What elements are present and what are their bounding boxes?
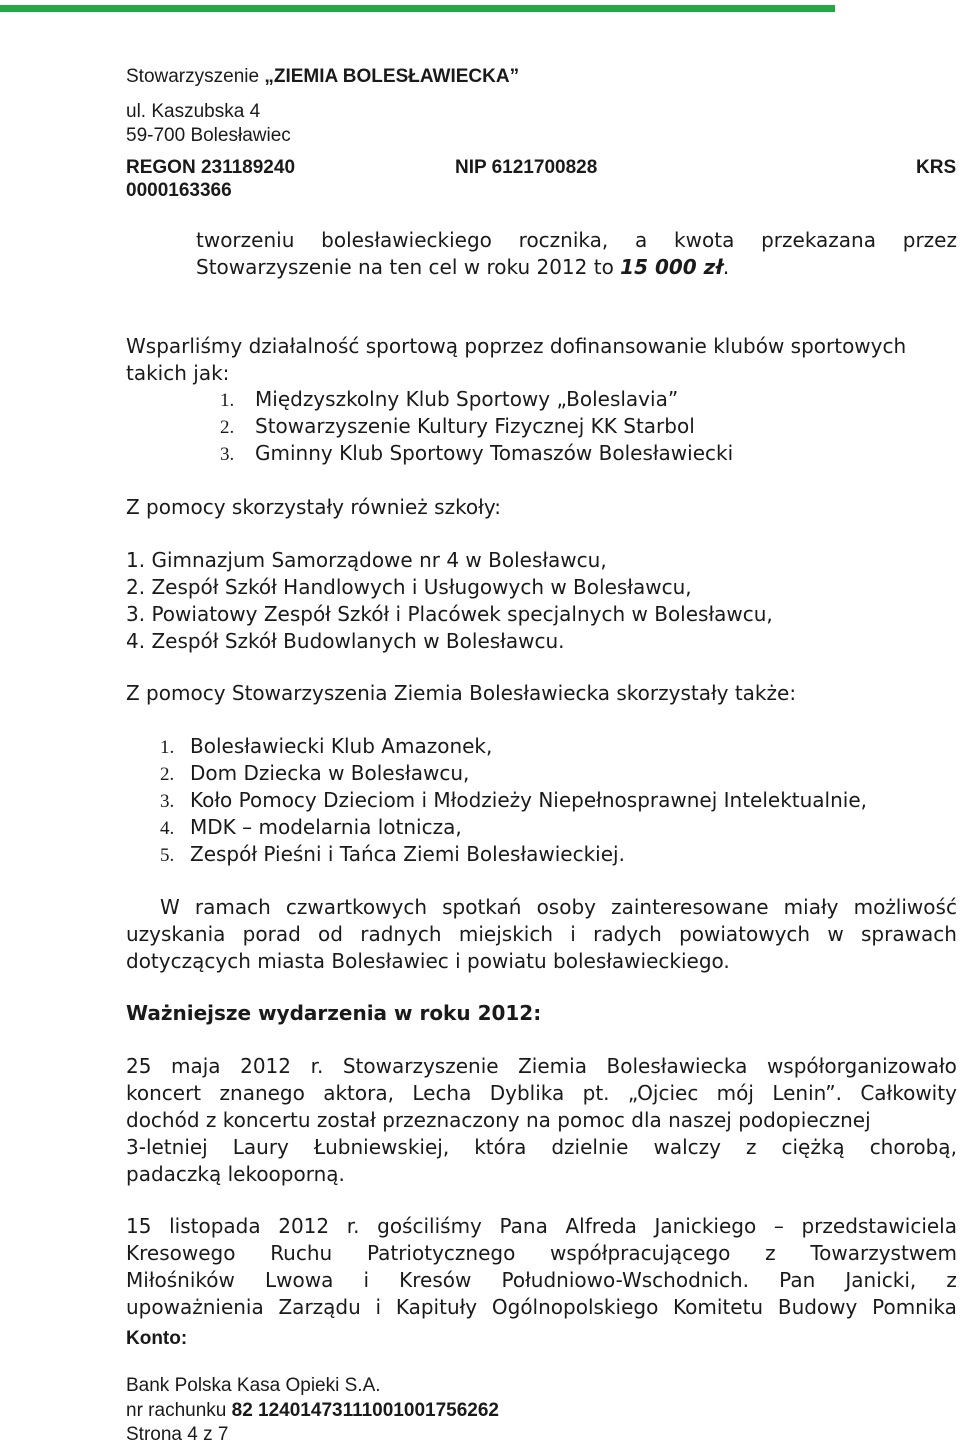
event-1-line-1: [126, 1053, 957, 1080]
word: 15: [126, 1214, 152, 1238]
word: ciężką: [781, 1135, 845, 1159]
page-number: Strona 4 z 7: [126, 1424, 229, 1445]
list-text: Koło Pomocy Dzieciom i Młodzieży Niepełnosprawnej Intelektualnie,: [190, 788, 868, 812]
word: Miłośników: [126, 1268, 235, 1292]
others-heading: Z pomocy Stowarzyszenia Ziemia Bolesławiecka skorzystały także:: [126, 681, 797, 705]
event-1-line-3: dochód z koncertu został przeznaczony na pomoc dla naszej podopiecznej: [126, 1108, 871, 1132]
list-item: [160, 787, 867, 815]
word: pt.: [582, 1081, 610, 1105]
amount: 15 000 zł: [620, 255, 723, 279]
list-item: [160, 841, 625, 869]
word: przez: [902, 228, 957, 252]
list-text: Międzyszkolny Klub Sportowy „Boleslavia”: [255, 387, 679, 411]
word: Południowo-Wschodnich.: [501, 1268, 750, 1292]
word: współpracującego: [550, 1241, 731, 1265]
word: Ruchu: [270, 1241, 333, 1265]
word: Łubniewskiej,: [313, 1135, 450, 1159]
word: Dyblika: [489, 1081, 565, 1105]
list-item: [220, 413, 695, 441]
word: dzielnie: [551, 1135, 629, 1159]
account-line: nr rachunku 82 12401473111001001756262: [126, 1400, 499, 1421]
word: i: [363, 1268, 370, 1292]
word: bolesławieckiego: [321, 228, 492, 252]
event-1-line-5: padaczką lekooporną.: [126, 1162, 345, 1186]
intro-paragraph: [196, 227, 957, 281]
regon: REGON 231189240: [126, 157, 296, 178]
list-item: [160, 760, 469, 788]
word: spotkań: [442, 895, 522, 919]
list-item: [220, 440, 733, 468]
krs-label: KRS: [916, 157, 957, 178]
word: koncert: [126, 1081, 202, 1105]
word: Patriotycznego: [366, 1241, 516, 1265]
word: r.: [310, 1054, 324, 1078]
word: przedstawiciela: [801, 1214, 957, 1238]
intro-line-2: Stowarzyszenie na ten cel w roku 2012 to 15 000 zł.: [196, 255, 730, 279]
word: Janickiego: [654, 1214, 757, 1238]
word: ramach: [194, 895, 271, 919]
word: radnych: [360, 922, 442, 946]
word: porad: [242, 922, 301, 946]
sport-intro-line-2: takich jak:: [126, 361, 230, 385]
list-text: Stowarzyszenie Kultury Fizycznej KK Starbol: [255, 414, 695, 438]
word: Bolesławiecka: [606, 1054, 748, 1078]
word: w: [827, 922, 844, 946]
word: uzyskania: [126, 922, 226, 946]
word: czwartkowych: [285, 895, 428, 919]
event-2-line-4: [126, 1294, 957, 1321]
word: powiatowych: [679, 922, 811, 946]
word: z: [765, 1241, 776, 1265]
word: tworzeniu: [196, 228, 295, 252]
word: Pana: [499, 1214, 548, 1238]
org-prefix: Stowarzyszenie: [126, 66, 265, 87]
word: Lenin”.: [772, 1081, 842, 1105]
word: 3-letniej: [126, 1135, 208, 1159]
list-item: [220, 386, 678, 414]
school-item: 1. Gimnazjum Samorządowe nr 4 w Bolesławcu,: [126, 548, 607, 572]
word: Towarzystwem: [810, 1241, 957, 1265]
word: Kresów: [399, 1268, 472, 1292]
word: aktora,: [323, 1081, 394, 1105]
list-number: 2.: [220, 417, 235, 438]
list-item: [160, 733, 492, 761]
schools-heading: Z pomocy skorzystały również szkoły:: [126, 495, 501, 519]
word: 25: [126, 1054, 152, 1078]
word: Zarządu: [278, 1295, 361, 1319]
list-text: Bolesławiecki Klub Amazonek,: [190, 734, 493, 758]
word: Lwowa: [264, 1268, 334, 1292]
word: Lecha: [412, 1081, 472, 1105]
list-text: Dom Dziecka w Bolesławcu,: [190, 761, 470, 785]
word: a: [635, 228, 648, 252]
event-2-line-3: [126, 1267, 957, 1294]
list-number: 1.: [220, 390, 235, 411]
list-number: 3.: [160, 791, 175, 812]
word: Alfreda: [565, 1214, 637, 1238]
word: od: [318, 922, 343, 946]
event-2-line-2: [126, 1240, 957, 1267]
list-text: Zespół Pieśni i Tańca Ziemi Bolesławieckiej.: [190, 842, 625, 866]
word: 2012: [240, 1054, 292, 1078]
word: Laury: [232, 1135, 289, 1159]
meetings-paragraph: [126, 894, 957, 975]
list-number: 4.: [160, 818, 175, 839]
org-street: ul. Kaszubska 4: [126, 101, 261, 122]
word: i: [375, 1295, 382, 1319]
word: Pomnika: [872, 1295, 957, 1319]
event-2-line-1: [126, 1213, 957, 1240]
word: Komitetu: [673, 1295, 764, 1319]
word: –: [773, 1214, 784, 1238]
word: Ziemia: [518, 1054, 587, 1078]
word: która: [474, 1135, 527, 1159]
word: miały: [783, 895, 839, 919]
meetings-line-2: [126, 921, 957, 948]
word: Całkowity: [860, 1081, 957, 1105]
word: Kapituły: [395, 1295, 478, 1319]
top-accent-bar: [0, 5, 835, 12]
word: Budowy: [777, 1295, 858, 1319]
list-number: 5.: [160, 845, 175, 866]
word: W: [160, 895, 180, 919]
list-item: [160, 814, 462, 842]
meetings-line-3: dotyczących miasta Bolesławiec i powiatu bolesławieckiego.: [126, 949, 730, 973]
event-1-line-4: [126, 1134, 957, 1161]
list-number: 2.: [160, 764, 175, 785]
word: współorganizowało: [766, 1054, 957, 1078]
word: chorobą,: [869, 1135, 957, 1159]
word: walczy: [653, 1135, 721, 1159]
org-name-line: [126, 66, 519, 88]
word: 2012: [278, 1214, 330, 1238]
word: możliwość: [853, 895, 957, 919]
krs-number: 0000163366: [126, 180, 232, 201]
word: rocznika,: [518, 228, 609, 252]
word: Ogólnopolskiego: [491, 1295, 659, 1319]
org-name: „ZIEMIA BOLESŁAWIECKA”: [264, 66, 520, 87]
bank-name: Bank Polska Kasa Opieki S.A.: [126, 1375, 381, 1396]
word: maja: [171, 1054, 221, 1078]
events-heading: Ważniejsze wydarzenia w roku 2012:: [126, 1001, 542, 1025]
school-item: 3. Powiatowy Zespół Szkół i Placówek specjalnych w Bolesławcu,: [126, 602, 773, 626]
event-1-line-2: [126, 1080, 957, 1107]
word: gościliśmy: [377, 1214, 482, 1238]
word: kwota: [674, 228, 735, 252]
word: upoważnienia: [126, 1295, 264, 1319]
list-number: 1.: [160, 737, 175, 758]
word: z: [745, 1135, 757, 1159]
word: zainteresowane: [611, 895, 769, 919]
word: listopada: [169, 1214, 261, 1238]
sport-intro-line-1: Wsparliśmy działalność sportową poprzez dofinansowanie klubów sportowych: [126, 334, 907, 358]
word: „Ojciec: [627, 1081, 699, 1105]
word: osoby: [536, 895, 596, 919]
word: miejskich: [458, 922, 554, 946]
list-text: Gminny Klub Sportowy Tomaszów Bolesławiecki: [255, 441, 734, 465]
event-1: [126, 1053, 957, 1188]
school-item: 2. Zespół Szkół Handlowych i Usługowych w Bolesławcu,: [126, 575, 692, 599]
word: Stowarzyszenie: [342, 1054, 499, 1078]
list-number: 3.: [220, 444, 235, 465]
nip: NIP 6121700828: [455, 157, 598, 178]
word: sprawach: [861, 922, 957, 946]
org-city: 59-700 Bolesławiec: [126, 125, 291, 146]
word: z: [946, 1268, 957, 1292]
list-text: MDK – modelarnia lotnicza,: [190, 815, 462, 839]
event-2: [126, 1213, 957, 1321]
intro-line-1: [196, 227, 957, 254]
meetings-line-1: [126, 894, 957, 921]
school-item: 4. Zespół Szkół Budowlanych w Bolesławcu.: [126, 629, 565, 653]
word: i: [570, 922, 576, 946]
word: znanego: [219, 1081, 305, 1105]
konto-label: Konto:: [126, 1328, 188, 1349]
word: przekazana: [761, 228, 876, 252]
word: radych: [593, 922, 662, 946]
account-number: 82 12401473111001001756262: [231, 1400, 499, 1421]
word: r.: [346, 1214, 360, 1238]
word: Pan: [779, 1268, 816, 1292]
word: mój: [716, 1081, 754, 1105]
word: Kresowego: [126, 1241, 236, 1265]
word: Janicki,: [845, 1268, 917, 1292]
